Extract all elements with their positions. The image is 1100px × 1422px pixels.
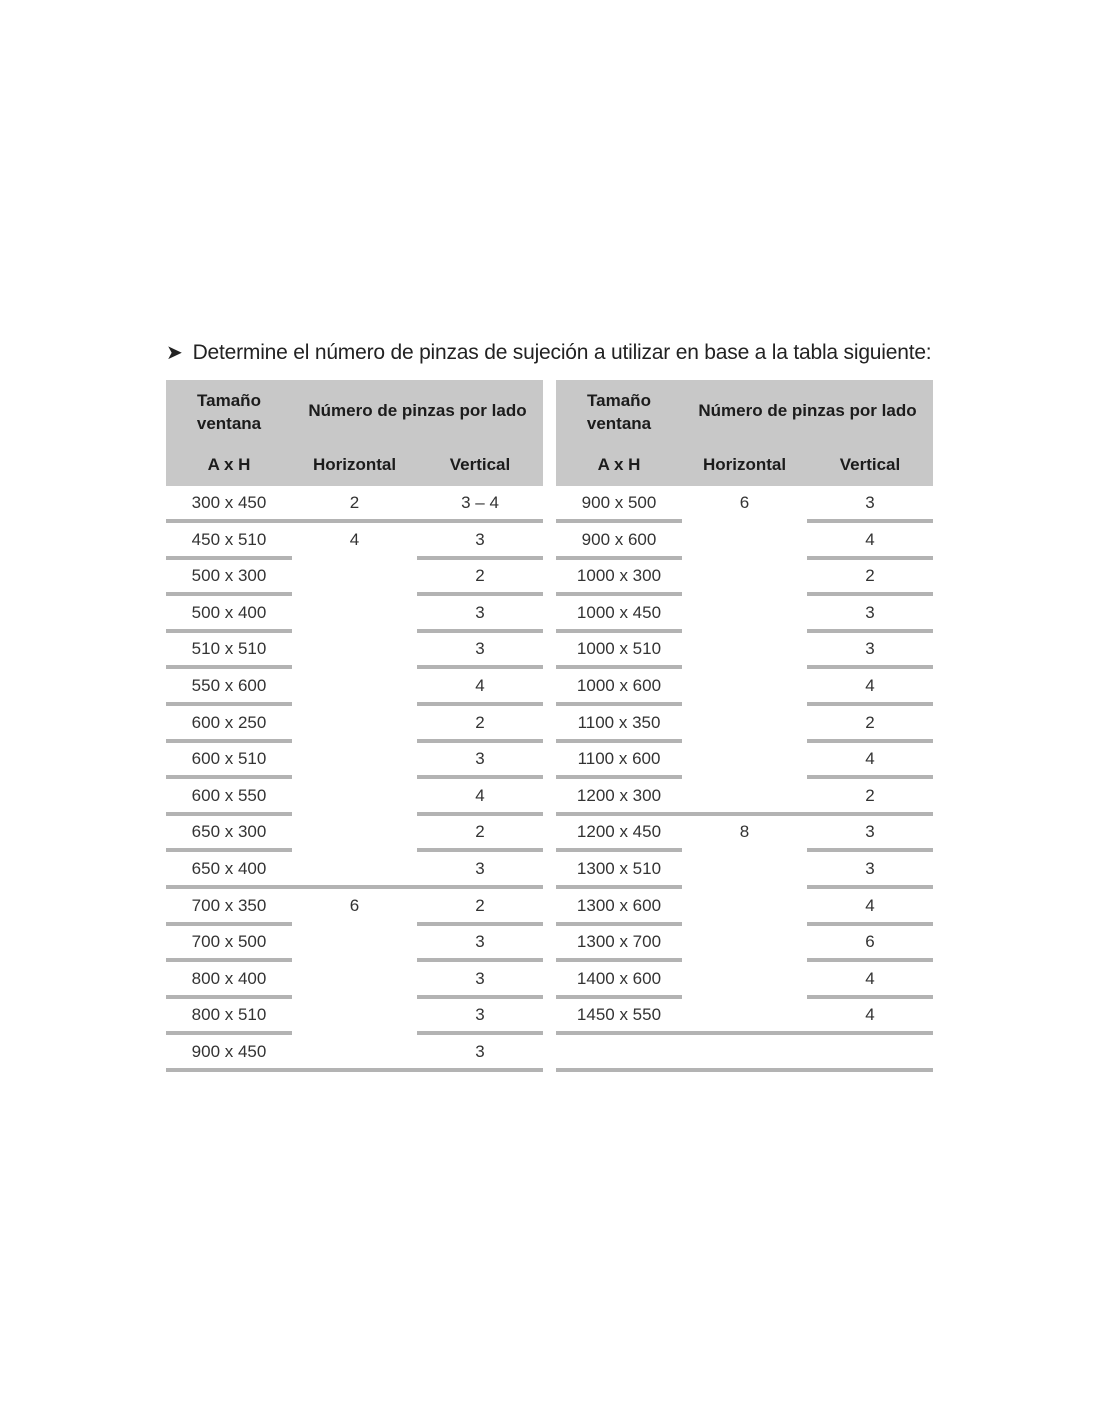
cell-vertical: 3	[807, 596, 933, 633]
cell-window-size: 650 x 300	[166, 815, 292, 852]
cell-horizontal	[292, 815, 417, 848]
table-row	[166, 523, 543, 560]
cell-window-size: 1000 x 510	[556, 632, 682, 669]
cell-window-size: 800 x 510	[166, 998, 292, 1035]
cell-vertical: 3	[807, 815, 933, 852]
table-body	[166, 486, 543, 1072]
cell-vertical: 4	[807, 742, 933, 779]
cell-horizontal	[292, 742, 417, 775]
cell-vertical: 2	[807, 559, 933, 596]
table-row	[556, 742, 933, 779]
header-window-size	[556, 389, 682, 435]
cell-vertical: 3	[807, 632, 933, 669]
cell-vertical	[807, 1035, 933, 1072]
cell-horizontal	[682, 742, 807, 775]
header-size-line2: ventana	[586, 414, 652, 433]
cell-horizontal	[292, 632, 417, 665]
table-row	[556, 925, 933, 962]
cell-vertical: 4	[807, 998, 933, 1035]
cell-horizontal	[682, 669, 807, 702]
cell-horizontal	[682, 706, 807, 739]
cell-window-size: 1000 x 450	[556, 596, 682, 633]
cell-horizontal	[682, 523, 807, 556]
cell-window-size: 700 x 500	[166, 925, 292, 962]
cell-window-size: 550 x 600	[166, 669, 292, 706]
table-row	[556, 596, 933, 633]
header-size-line1: Tamaño	[197, 391, 261, 410]
cell-vertical: 3	[417, 1035, 543, 1072]
cell-window-size: 510 x 510	[166, 632, 292, 669]
table-row	[166, 998, 543, 1035]
cell-window-size: 1400 x 600	[556, 962, 682, 999]
cell-window-size	[556, 1035, 682, 1072]
cell-horizontal	[292, 706, 417, 739]
table-row	[166, 706, 543, 743]
cell-vertical: 3 – 4	[417, 486, 543, 523]
cell-horizontal: 8	[739, 822, 750, 842]
cell-vertical: 3	[417, 925, 543, 962]
table-row	[556, 962, 933, 999]
cell-horizontal	[682, 559, 807, 592]
cell-vertical: 3	[807, 486, 933, 523]
cell-window-size: 1200 x 450	[556, 815, 682, 852]
cell-horizontal	[292, 559, 417, 592]
cell-vertical: 2	[417, 815, 543, 852]
cell-horizontal	[292, 1035, 417, 1072]
header-vertical: Vertical	[449, 455, 511, 474]
cell-horizontal	[292, 852, 417, 889]
cell-horizontal: 6	[349, 895, 360, 915]
table-row	[166, 815, 543, 852]
cell-horizontal	[682, 779, 807, 816]
table-row	[556, 852, 933, 889]
cell-window-size: 1000 x 600	[556, 669, 682, 706]
cell-horizontal	[292, 669, 417, 702]
table-row	[556, 559, 933, 596]
table-row	[556, 889, 933, 926]
cell-window-size: 1300 x 510	[556, 852, 682, 889]
intro-line	[166, 340, 946, 365]
cell-vertical: 6	[807, 925, 933, 962]
cell-horizontal	[682, 596, 807, 629]
cell-vertical: 3	[417, 523, 543, 560]
table-row	[556, 669, 933, 706]
table-row	[556, 1035, 933, 1072]
cell-window-size: 1300 x 700	[556, 925, 682, 962]
cell-window-size: 1100 x 600	[556, 742, 682, 779]
header-axh: A x H	[597, 455, 641, 474]
cell-window-size: 650 x 400	[166, 852, 292, 889]
cell-window-size: 600 x 510	[166, 742, 292, 779]
cell-vertical: 2	[807, 779, 933, 816]
cell-horizontal: 6	[739, 493, 750, 512]
intro-text: Determine el número de pinzas de sujeción a utilizar en base a la tabla siguiente:	[192, 341, 932, 364]
cell-window-size: 300 x 450	[166, 486, 292, 523]
header-size-line2: ventana	[196, 414, 262, 433]
cell-window-size: 1200 x 300	[556, 779, 682, 816]
cell-vertical: 3	[417, 998, 543, 1035]
cell-window-size: 700 x 350	[166, 889, 292, 926]
cell-vertical: 4	[417, 779, 543, 816]
cell-vertical: 3	[417, 852, 543, 889]
header-horizontal: Horizontal	[702, 455, 787, 474]
cell-window-size: 900 x 600	[556, 523, 682, 560]
clip-table-right	[556, 380, 933, 1072]
table-row	[556, 779, 933, 816]
arrow-bullet-icon: ➤	[166, 342, 183, 364]
header-horizontal: Horizontal	[312, 455, 397, 474]
table-body	[556, 486, 933, 1072]
cell-horizontal: 2	[292, 486, 417, 523]
cell-window-size: 900 x 450	[166, 1035, 292, 1072]
table-row	[166, 742, 543, 779]
cell-window-size: 900 x 500	[556, 486, 682, 523]
table-row	[166, 889, 543, 926]
table-row	[166, 669, 543, 706]
cell-horizontal	[292, 962, 417, 995]
header-clips-per-side: Número de pinzas por lado	[308, 401, 527, 420]
cell-vertical: 2	[417, 889, 543, 926]
cell-vertical: 2	[417, 559, 543, 596]
table-row	[166, 1035, 543, 1072]
cell-vertical: 4	[807, 962, 933, 999]
table-row	[556, 486, 933, 523]
header-vertical: Vertical	[839, 455, 901, 474]
cell-horizontal	[682, 1035, 807, 1072]
cell-window-size: 1300 x 600	[556, 889, 682, 926]
cell-horizontal	[682, 889, 807, 922]
cell-vertical: 3	[807, 852, 933, 889]
header-clips-per-side: Número de pinzas por lado	[698, 401, 917, 420]
table-row	[166, 559, 543, 596]
cell-horizontal	[292, 998, 417, 1031]
cell-window-size: 1450 x 550	[556, 998, 682, 1035]
cell-horizontal	[682, 632, 807, 665]
table-header	[556, 380, 933, 486]
cell-window-size: 500 x 300	[166, 559, 292, 596]
cell-vertical: 4	[807, 669, 933, 706]
table-row	[556, 632, 933, 669]
table-row	[166, 962, 543, 999]
cell-horizontal	[292, 596, 417, 629]
table-row	[166, 779, 543, 816]
cell-vertical: 3	[417, 632, 543, 669]
cell-vertical: 3	[417, 742, 543, 779]
cell-vertical: 4	[807, 889, 933, 926]
table-row	[556, 523, 933, 560]
table-row	[556, 815, 933, 852]
cell-vertical: 4	[807, 523, 933, 560]
clip-table-left	[166, 380, 543, 1072]
cell-horizontal	[682, 925, 807, 958]
cell-vertical: 3	[417, 962, 543, 999]
cell-vertical: 2	[807, 706, 933, 743]
header-axh: A x H	[207, 455, 251, 474]
cell-vertical: 3	[417, 596, 543, 633]
cell-vertical: 4	[417, 669, 543, 706]
cell-horizontal	[682, 962, 807, 995]
cell-window-size: 450 x 510	[166, 523, 292, 560]
cell-window-size: 600 x 550	[166, 779, 292, 816]
cell-window-size: 1000 x 300	[556, 559, 682, 596]
table-row	[166, 632, 543, 669]
table-row	[166, 596, 543, 633]
table-row	[166, 486, 543, 523]
cell-window-size: 1100 x 350	[556, 706, 682, 743]
header-window-size	[166, 389, 292, 435]
table-header	[166, 380, 543, 486]
cell-vertical: 2	[417, 706, 543, 743]
cell-horizontal	[292, 925, 417, 958]
cell-horizontal	[682, 852, 807, 885]
cell-window-size: 800 x 400	[166, 962, 292, 999]
cell-window-size: 600 x 250	[166, 706, 292, 743]
cell-horizontal: 4	[349, 529, 360, 549]
header-size-line1: Tamaño	[587, 391, 651, 410]
cell-window-size: 500 x 400	[166, 596, 292, 633]
table-row	[166, 852, 543, 889]
table-row	[166, 925, 543, 962]
table-row	[556, 706, 933, 743]
cell-horizontal	[292, 779, 417, 812]
table-row	[556, 998, 933, 1035]
cell-horizontal	[682, 998, 807, 1035]
